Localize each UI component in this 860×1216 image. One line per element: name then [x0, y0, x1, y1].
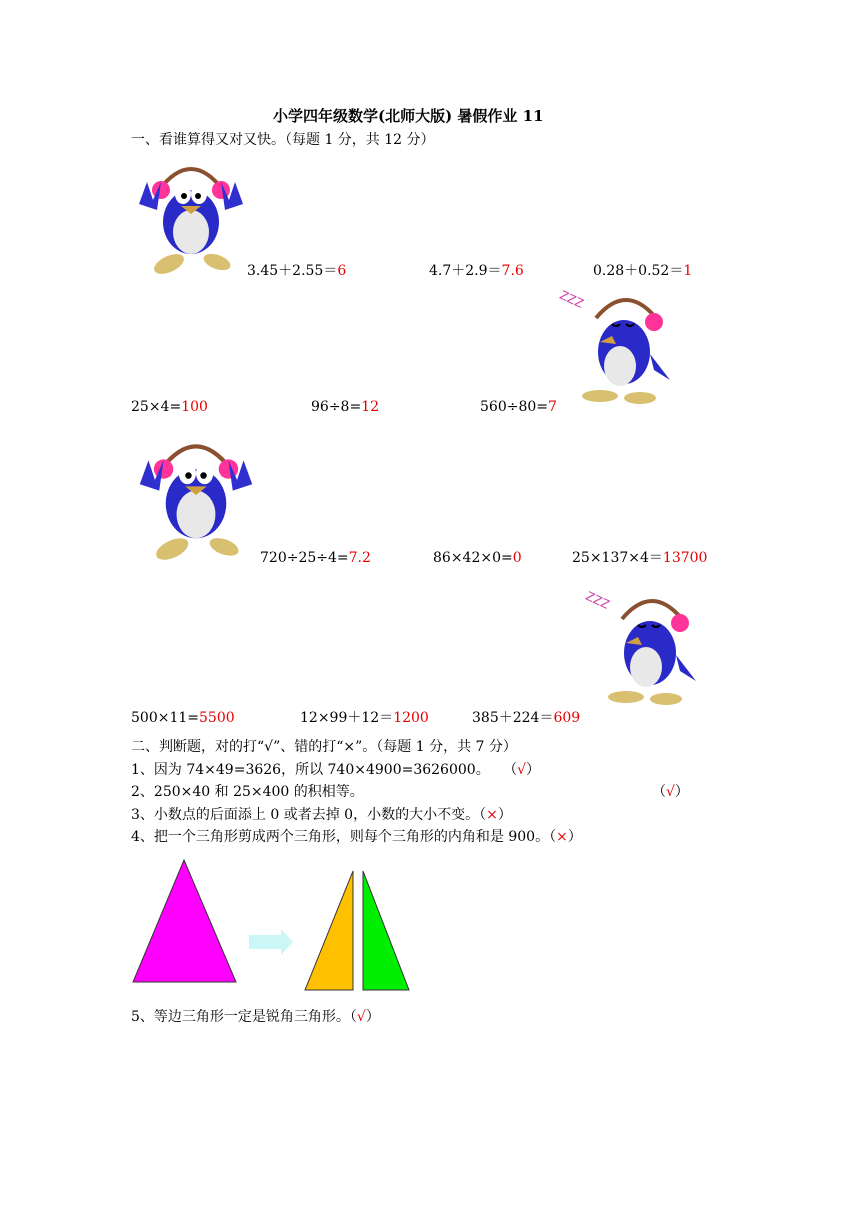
- calc-item: 500×11=5500: [131, 710, 235, 726]
- half-triangle-right-icon: [363, 871, 409, 990]
- calc-item: 4.7＋2.9＝7.6: [429, 263, 524, 279]
- arrow-right-icon: [249, 929, 293, 955]
- calc-item: 25×137×4＝13700: [572, 550, 708, 566]
- triangle-icon: [133, 860, 236, 982]
- judge-item: 3、小数点的后面添上 0 或者去掉 0，小数的大小不变。（×）: [131, 807, 512, 823]
- judge-answer: （√）: [652, 784, 689, 800]
- calc-item: 96÷8=12: [311, 399, 380, 415]
- calc-item: 86×42×0=0: [433, 550, 522, 566]
- calc-item: 560÷80=7: [480, 399, 557, 415]
- section1-heading: 一、看谁算得又对又快。（每题 1 分，共 12 分）: [131, 132, 435, 148]
- calc-item: 720÷25÷4=7.2: [260, 550, 371, 566]
- judge-item: 2、250×40 和 25×400 的积相等。: [131, 784, 364, 800]
- calc-item: 385＋224＝609: [472, 710, 581, 726]
- section2-heading: 二、判断题，对的打“√”、错的打“×”。（每题 1 分，共 7 分）: [131, 739, 517, 755]
- judge-item: 5、等边三角形一定是锐角三角形。（√）: [131, 1009, 380, 1025]
- page-title: 小学四年级数学(北师大版) 暑假作业 11: [273, 107, 544, 125]
- judge-item: 1、因为 74×49=3626，所以 740×4900=3626000。 （√）: [131, 762, 540, 778]
- penguin-waving-icon: [131, 152, 251, 276]
- calc-item: 3.45＋2.55＝6: [247, 263, 347, 279]
- svg-text:ZZZ: ZZZ: [557, 287, 586, 311]
- penguin-waving-icon: [131, 428, 261, 562]
- svg-text:ZZZ: ZZZ: [583, 588, 612, 612]
- calc-item: 0.28＋0.52＝1: [593, 263, 693, 279]
- calc-item: 25×4=100: [131, 399, 208, 415]
- penguin-sleepy-icon: [584, 580, 704, 714]
- triangle-cut-diagram: [131, 858, 421, 988]
- judge-item: 4、把一个三角形剪成两个三角形，则每个三角形的内角和是 900。（×）: [131, 829, 582, 845]
- calc-item: 12×99＋12＝1200: [300, 710, 429, 726]
- penguin-sleepy-icon: [558, 284, 678, 408]
- half-triangle-left-icon: [305, 871, 353, 990]
